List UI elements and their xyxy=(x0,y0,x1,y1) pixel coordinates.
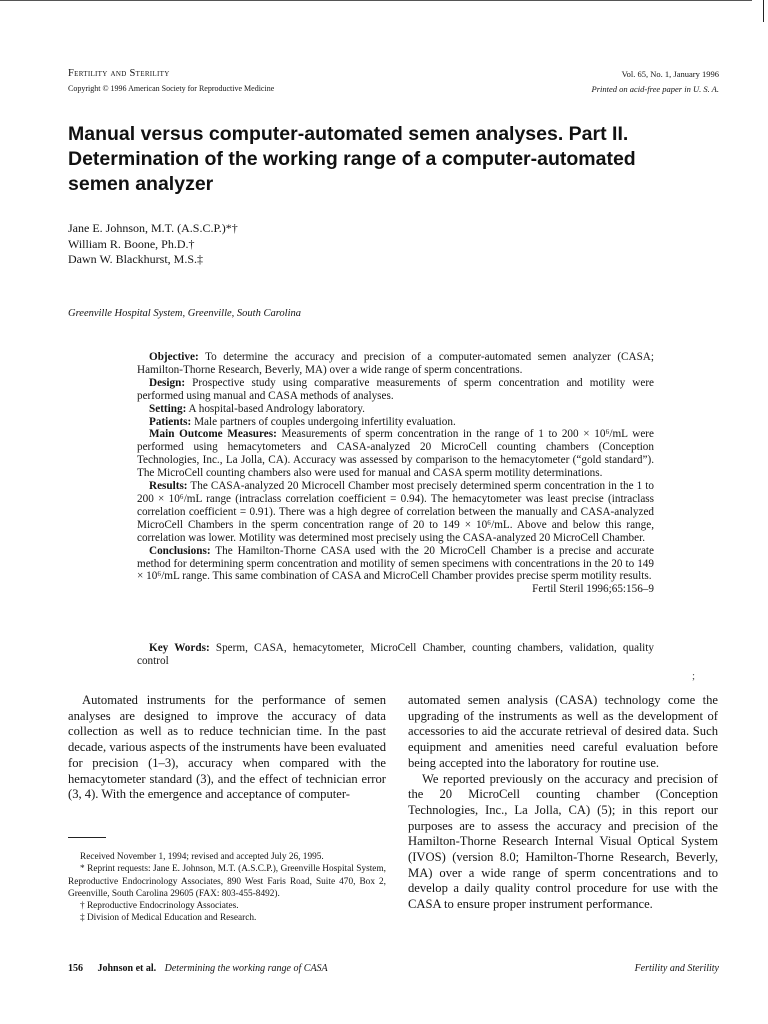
title-line: Determination of the working range of a computer-automated xyxy=(68,148,636,170)
results-label: Results: xyxy=(149,480,188,493)
abstract-design xyxy=(137,377,654,403)
measures-label: Main Outcome Measures: xyxy=(149,428,277,441)
body-paragraph: We reported previously on the accuracy and precision of the 20 MicroCell counting chamber (Conception Technologies, Inc., La Jolla, CA) (5); in this report our purposes are to assess the accuracy and precision of the Hamilton-Thorne Research Internal Visual Optical System (IVOS) (version 8.0; Hamilton-Thorne Research, Beverly, MA) over a wide range of sperm concentrations and to develop a daily quality control procedure for use with the CASA to ensure proper instrument performance. xyxy=(408,771,718,912)
footnote-dagger: † Reproductive Endocrinology Associates. xyxy=(80,901,239,912)
affiliation: Greenville Hospital System, Greenville, South Carolina xyxy=(68,308,301,319)
patients-label: Patients: xyxy=(149,415,192,428)
author: William R. Boone, Ph.D.† xyxy=(68,236,195,251)
design-text: Prospective study using comparative measurements of sperm concentration and motility were performed using manual and CASA methods of analyses. xyxy=(137,376,655,402)
abstract-measures xyxy=(137,428,654,480)
printed-note: Printed on acid-free paper in U. S. A. xyxy=(591,84,719,94)
author: Dawn W. Blackhurst, M.S.‡ xyxy=(68,252,203,266)
abstract-results xyxy=(137,480,654,545)
scan-corner-edge xyxy=(763,0,764,22)
conclusions-text: The Hamilton-Thorne CASA used with the 20 MicroCell Chamber is a precise and accurate method for determining sperm concentration and motility of semen specimens with concentrations in the 20 to 149 × 10⁶/mL range. This same combination of CASA and MicroCell Chamber provides precise sperm motility results. xyxy=(137,544,654,583)
objective-label: Objective: xyxy=(149,351,199,363)
scan-top-edge xyxy=(0,0,752,1)
abstract-setting xyxy=(137,403,654,416)
body-column-left xyxy=(68,693,386,803)
objective-text: To determine the accuracy and precision of a computer-automated semen analyzer (CASA; Hamilton-Thorne Research, Beverly, MA) over a wide range of sperm concentrations. xyxy=(137,351,654,376)
page-number: 156 xyxy=(68,963,83,974)
setting-text: A hospital-based Andrology laboratory. xyxy=(188,402,365,415)
footnote-divider xyxy=(68,837,106,838)
patients-text: Male partners of couples undergoing infertility evaluation. xyxy=(194,415,456,428)
key-words-line xyxy=(137,642,654,668)
footnote-received: Received November 1, 1994; revised and accepted July 26, 1995. xyxy=(80,852,324,862)
article-title xyxy=(68,122,708,197)
footer-journal: Fertility and Sterility xyxy=(634,963,719,974)
body-paragraph: automated semen analysis (CASA) technology come the upgrading of the instruments as well as the development of accessories to aid the accurate retrieval of desired data. Such equipment and amenities need careful evaluation before being accepted into the laboratory for routine use. xyxy=(408,693,718,770)
body-column-right xyxy=(408,693,718,913)
footnote-ddagger: ‡ Division of Medical Education and Research. xyxy=(80,913,257,924)
margin-mark: ; xyxy=(692,670,696,682)
setting-label: Setting: xyxy=(149,402,187,415)
measures-text: Measurements of sperm concentration in the range of 1 to 200 × 10⁶/mL were performed using hemacytometers and CASA-analyzed 20 MicroCell counting chambers (Conception Technologies, Inc., La Jolla, CA). Accuracy was assessed by comparison to the hemacytometer (“gold standard”). The MicroCell counting chambers also were used for manual and CASA sperm motility determinations. xyxy=(137,428,654,480)
key-words-text: Sperm, CASA, hemacytometer, MicroCell Chamber, counting chambers, validation, quality control xyxy=(137,642,654,667)
citation: Fertil Steril 1996;65:156–9 xyxy=(532,583,654,596)
page-footer xyxy=(68,963,328,974)
author-list xyxy=(68,221,238,268)
abstract-patients xyxy=(137,416,654,429)
title-line: semen analyzer xyxy=(68,173,214,195)
journal-name: Fertility and Sterility xyxy=(68,68,170,79)
design-label: Design: xyxy=(149,376,186,389)
conclusions-label: Conclusions: xyxy=(149,544,211,557)
running-title: Determining the working range of CASA xyxy=(164,963,328,974)
body-paragraph: Automated instruments for the performance of semen analyses are designed to improve the accuracy of data collection as well as to reduce technician time. In the past decade, various aspects of the instruments have been evaluated for precision (1–3), accuracy when compared with the hemacytometer standard (3), and the effect of technician error (3, 4). With the emergence and acceptance of computer- xyxy=(68,693,386,802)
key-words-label: Key Words: xyxy=(149,642,210,654)
footnotes xyxy=(68,851,386,925)
title-line: Manual versus computer-automated semen analyses. Part II. xyxy=(68,123,629,145)
footer-authors: Johnson et al. xyxy=(97,963,157,974)
author: Jane E. Johnson, M.T. (A.S.C.P.)*† xyxy=(68,221,238,235)
copyright-line: Copyright © 1996 American Society for Reproductive Medicine xyxy=(68,84,275,93)
key-words xyxy=(137,642,654,668)
abstract-conclusions xyxy=(137,544,654,596)
abstract-objective xyxy=(137,351,654,377)
volume-info: Vol. 65, No. 1, January 1996 xyxy=(621,69,719,79)
abstract xyxy=(137,351,654,596)
footnote-reprint: * Reprint requests: Jane E. Johnson, M.T. (A.S.C.P.), Greenville Hospital System, Reproductive Endocrinology Associates, 890 West Faris Road, Suite 470, Box 2, Greenville, South Carolina 29605 (FAX: 803-455-8492). xyxy=(68,864,386,899)
results-text: The CASA-analyzed 20 Microcell Chamber most precisely determined sperm concentration in the 1 to 200 × 10⁶/mL range (intraclass correlation coefficient = 0.94). The hemacytometer was least precise (intraclass correlation coefficient = 0.91). There was a high degree of correlation between the manually and CASA-analyzed MicroCell Chambers in the sperm concentration range of 20 to 149 × 10⁶/mL. Above and below this range, correlation was lower. Motility was determined most precisely using the CASA-analyzed 20 MicroCell Chamber. xyxy=(137,480,654,544)
